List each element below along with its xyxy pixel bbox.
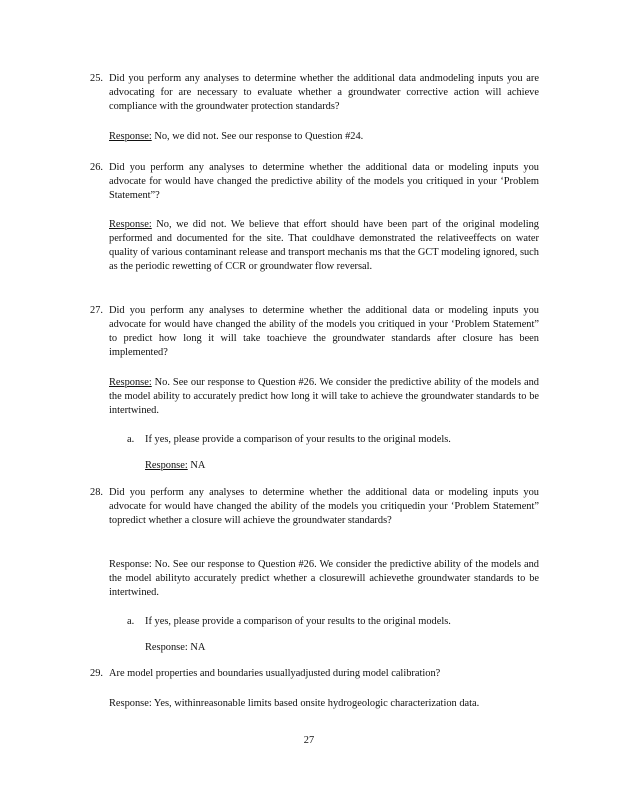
question-number: 29. [90,668,103,679]
page-number: 27 [303,735,315,746]
response-27 [109,376,539,418]
question-27 [90,304,550,360]
response-text: NA [187,642,206,653]
question-text: Did you perform any analyses to determine whether the additional data or modeling inputs you advocate for would have changed the ability of the models you critiquedin your ‘Problem Statement” topredict whether a closure will achieve the groundwater standards? [109,487,539,526]
response-text: NA [187,460,206,471]
subquestion-letter: a. [127,434,135,445]
response-28 [109,558,539,600]
response-26 [109,218,539,274]
subresponse-28a [145,641,445,655]
subquestion-text: If yes, please provide a comparison of your results to the original models. [145,434,451,445]
question-text: Are model properties and boundaries usuallyadjusted during model calibration? [109,668,441,679]
subquestion-28a [127,615,547,629]
response-text: Yes, withinreasonable limits based onsite hydrogeologic characterization data. [151,698,480,709]
question-28 [90,486,550,528]
question-text: Did you perform any analyses to determine whether the additional data or modeling inputs you advocate for would have changed the ability of the models you critiqued in your ‘Problem Statement” to predict how long it will take toachieve the groundwater standards after closure has been implemented? [109,305,539,358]
question-29 [90,667,550,681]
response-label: Response: [109,559,152,570]
question-number: 28. [90,487,103,498]
response-25 [109,130,539,144]
response-label: Response: [145,642,188,653]
response-text: No. See our response to Question #26. We consider the predictive ability of the models and the model abilityto accurately predict whether a closurewill achievethe groundwater standards to be intertwined. [109,559,539,598]
question-text: Did you perform any analyses to determine whether the additional data or modeling inputs you advocate for would have changed the predictive ability of the models you critiqued in your ‘Problem Statement”? [109,162,539,201]
response-label: Response: [145,460,188,471]
response-text: No. See our response to Question #26. We consider the predictive ability of the models and the model ability to accurately predict how long it will take to achieve the groundwater standards to be intertwined. [109,377,539,416]
response-text: No, we did not. We believe that effort should have been part of the original modeling performed and documented for the site. That couldhave demonstrated the relativeeffects on water quality of various contaminant release and transport mechanis ms that the GCT modeling ignored, such as the periodic rewetting of CCR or groundwater flow reversal. [109,219,539,272]
response-label: Response: [109,698,152,709]
question-number: 27. [90,305,103,316]
response-label: Response: [109,131,152,142]
subquestion-text: If yes, please provide a comparison of your results to the original models. [145,616,451,627]
response-label: Response: [109,219,152,230]
subquestion-27a [127,433,547,447]
subquestion-letter: a. [127,616,135,627]
question-25 [90,72,550,114]
question-26 [90,161,550,203]
question-number: 26. [90,162,103,173]
subresponse-27a [145,459,445,473]
response-29 [109,697,539,711]
question-text: Did you perform any analyses to determine whether the additional data andmodeling inputs you are advocating for are necessary to evaluate whether a groundwater corrective action will achieve compliance with the groundwater protection standards? [109,73,539,112]
question-number: 25. [90,73,103,84]
response-text: No, we did not. See our response to Question #24. [151,131,364,142]
response-label: Response: [109,377,152,388]
